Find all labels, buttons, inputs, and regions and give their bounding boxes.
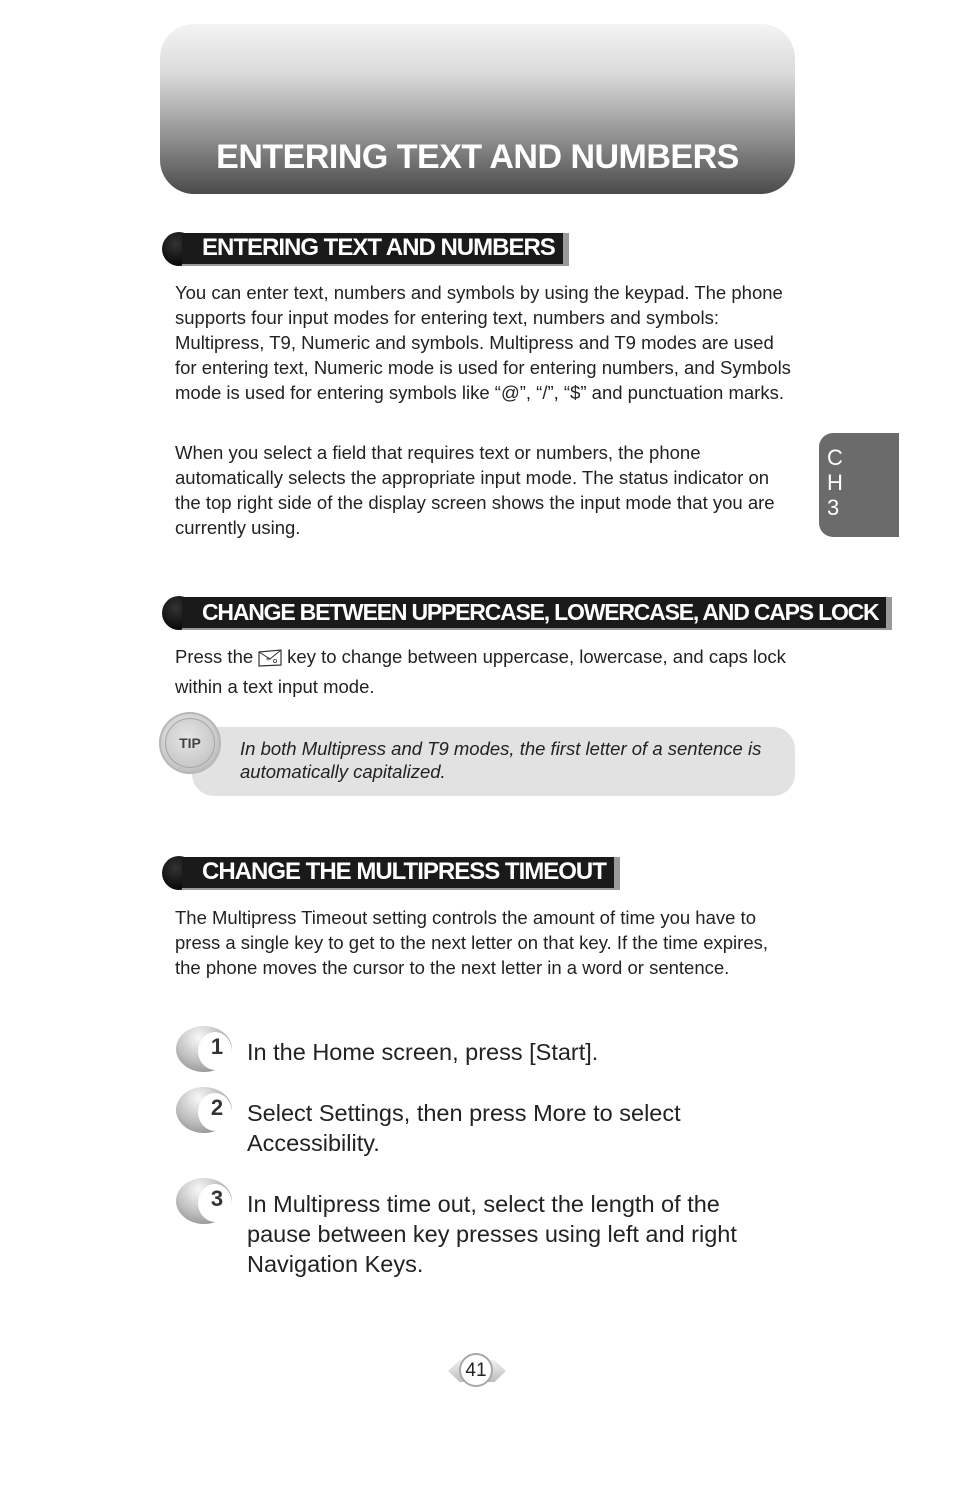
tip-badge-label: TIP [165,718,215,768]
page-number: 41 [459,1353,493,1387]
chapter-tab-letter-h: H [827,470,843,495]
step-number: 3 [210,1186,224,1211]
tip-icon [159,712,221,774]
chapter-tab-letter-c: C [827,445,843,470]
step-3-badge [176,1178,232,1224]
section-heading-label: CHANGE BETWEEN UPPERCASE, LOWERCASE, AND CAPS LOCK [182,597,892,630]
change-case-text-after: key to change between uppercase, lowercase, and caps lock within a text input mode. [175,646,786,697]
section-heading-label: ENTERING TEXT AND NUMBERS [182,233,569,266]
page-number-badge [447,1352,507,1390]
svg-text:*: * [266,656,271,665]
chapter-tab [819,433,899,537]
chapter-banner [160,24,795,194]
step-number: 2 [210,1095,224,1120]
section-heading-label: CHANGE THE MULTIPRESS TIMEOUT [182,857,620,890]
multipress-paragraph: The Multipress Timeout setting controls the amount of time you have to press a single key to get to the next letter on that key. If the time expires, the phone moves the cursor to the next letter in a word or sentence. [175,907,768,978]
change-case-paragraph [175,644,795,699]
input-mode-paragraph: When you select a field that requires text or numbers, the phone automatically selects the appropriate input mode. The status indicator on the top right side of the display screen shows the input mode that you are currently using. [175,442,775,538]
step-1-text: In the Home screen, press [Start]. [247,1039,599,1065]
step-number: 1 [210,1034,224,1059]
change-case-text-before: Press the [175,646,254,667]
step-2-badge [176,1087,232,1133]
step-1-badge [176,1026,232,1072]
tip-text: In both Multipress and T9 modes, the first letter of a sentence is automatically capitalized. [240,738,762,782]
page-title: ENTERING TEXT AND NUMBERS [216,138,739,176]
star-key-icon [257,648,283,674]
intro-paragraph: You can enter text, numbers and symbols by using the keypad. The phone supports four input modes for entering text, numbers and symbols: Multipress, T9, Numeric and symbols. Multipress and T9 modes are used for entering text, Numeric mode is used for entering numbers, and Symbols mode is used for entering symbols like “@”, “/”, “$” and punctuation marks. [175,282,791,403]
step-3-text: In Multipress time out, select the length of the pause between key presses using left and right Navigation Keys. [247,1191,737,1277]
step-2-text: Select Settings, then press More to select Accessibility. [247,1100,681,1156]
chapter-tab-number: 3 [827,495,840,520]
